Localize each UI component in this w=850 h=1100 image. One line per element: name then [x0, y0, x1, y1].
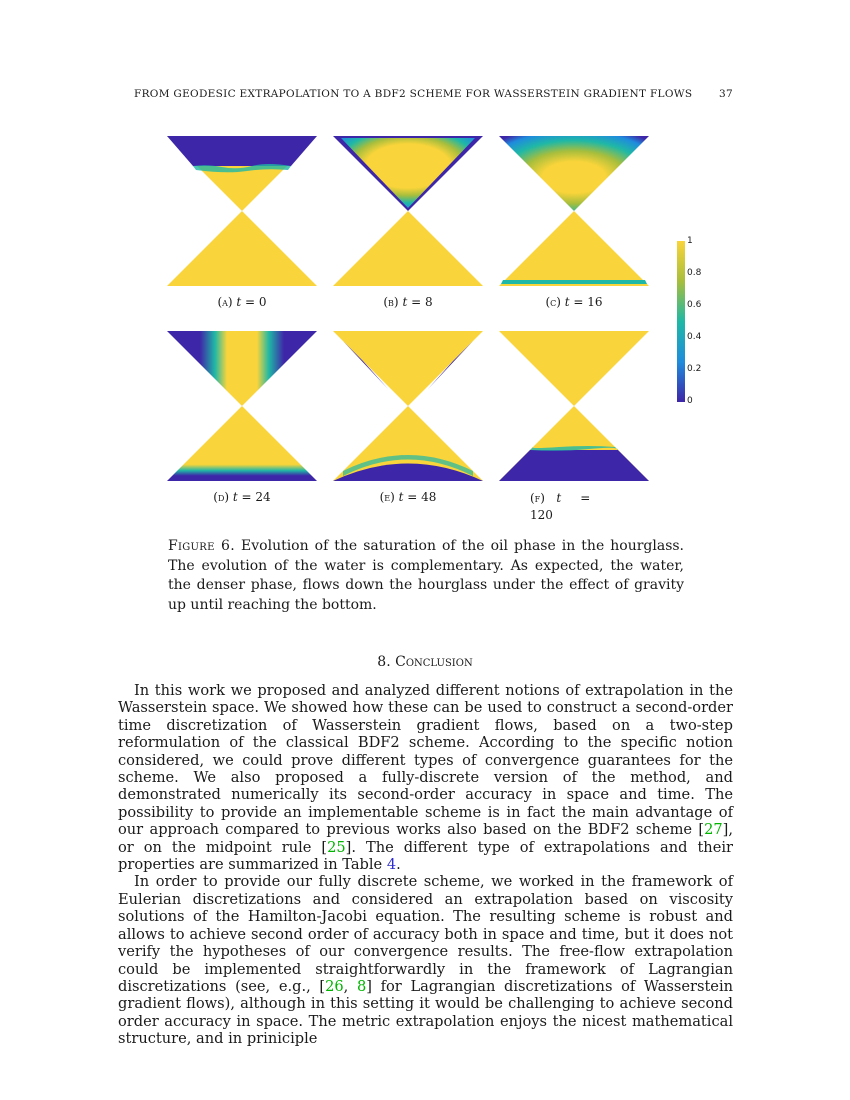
figure-label: Figure 6. — [168, 538, 235, 554]
figure-caption-text: Evolution of the saturation of the oil phase in the hourglass. The evolution of the water is complementary. As expected, the water, the denser phase, flows down the hourglass under the effect of gravity up until reaching the bottom. — [168, 538, 685, 613]
panel-e-hourglass — [333, 331, 483, 481]
colorbar-tick: 0.4 — [687, 332, 702, 342]
colorbar-tick: 0.2 — [687, 364, 702, 374]
citation-link[interactable]: 25 — [327, 838, 346, 856]
panel-a-hourglass — [167, 136, 317, 286]
panel-d-hourglass — [167, 331, 317, 481]
subcaption-e: (e) t = 48 — [379, 490, 437, 504]
panel-b-hourglass — [333, 136, 483, 286]
figure-caption — [168, 537, 684, 615]
section-number: 8. — [377, 654, 391, 670]
subcaption-d: (d) t = 24 — [213, 490, 271, 504]
citation-link[interactable]: 8 — [356, 977, 367, 995]
section-title: Conclusion — [395, 654, 473, 670]
panel-f-hourglass — [499, 331, 649, 481]
panel-c-hourglass — [499, 136, 649, 286]
running-head — [134, 88, 734, 100]
section-heading — [0, 654, 850, 670]
colorbar-tick: 0.6 — [687, 300, 702, 310]
citation-link[interactable]: 27 — [704, 821, 723, 839]
page-number: 37 — [719, 88, 733, 100]
subcaption-c: (c) t = 16 — [545, 295, 603, 309]
subcaption-a: (a) t = 0 — [217, 295, 267, 309]
subcaption-b: (b) t = 8 — [383, 295, 433, 309]
paragraph: In this work we proposed and analyzed different notions of extrapolation in the Wasserstein space. We showed how these can be used to construct a second-order time discretization of Wasserstein gradient flows, based on a two-step reformulation of the classical BDF2 scheme. According to the specific notion considered, we could prove different types of convergence guarantees for the scheme. We also proposed a fully-discrete version of the method, and demonstrated numerically its second-order accuracy in space and time. The possibility to provide an implementable scheme is in fact the main advantage of our approach compared to previous works also based on the BDF2 scheme [27], or on the midpoint rule [25]. The different type of extrapolations and their properties are summarized in Table 4. — [118, 682, 733, 874]
citation-link[interactable]: 26 — [325, 977, 344, 995]
subcaption-f: (f) t = 120 — [530, 491, 591, 522]
colorbar — [677, 241, 685, 402]
colorbar-tick: 1 — [687, 236, 693, 246]
running-title: FROM GEODESIC EXTRAPOLATION TO A BDF2 SCHEME FOR WASSERSTEIN GRADIENT FLOWS — [134, 88, 693, 100]
paragraph: In order to provide our fully discrete scheme, we worked in the framework of Eulerian discretizations and considered an extrapolation based on viscosity solutions of the Hamilton-Jacobi equation. The resulting scheme is robust and allows to achieve second order of accuracy both in space and time, but it does not verify the hypotheses of our convergence results. The free-flow extrapolation could be implemented straightforwardly in the framework of Lagrangian discretizations (see, e.g., [26, 8] for Lagrangian discretizations of Wasserstein gradient flows), although in this setting it would be challenging to achieve second order accuracy in space. The metric extrapolation enjoys the nicest mathematical structure, and in priniciple — [118, 873, 734, 1048]
body-text — [118, 682, 733, 1048]
colorbar-tick: 0.8 — [687, 268, 702, 278]
table-reference-link[interactable]: 4 — [386, 856, 397, 874]
colorbar-tick: 0 — [687, 396, 693, 406]
